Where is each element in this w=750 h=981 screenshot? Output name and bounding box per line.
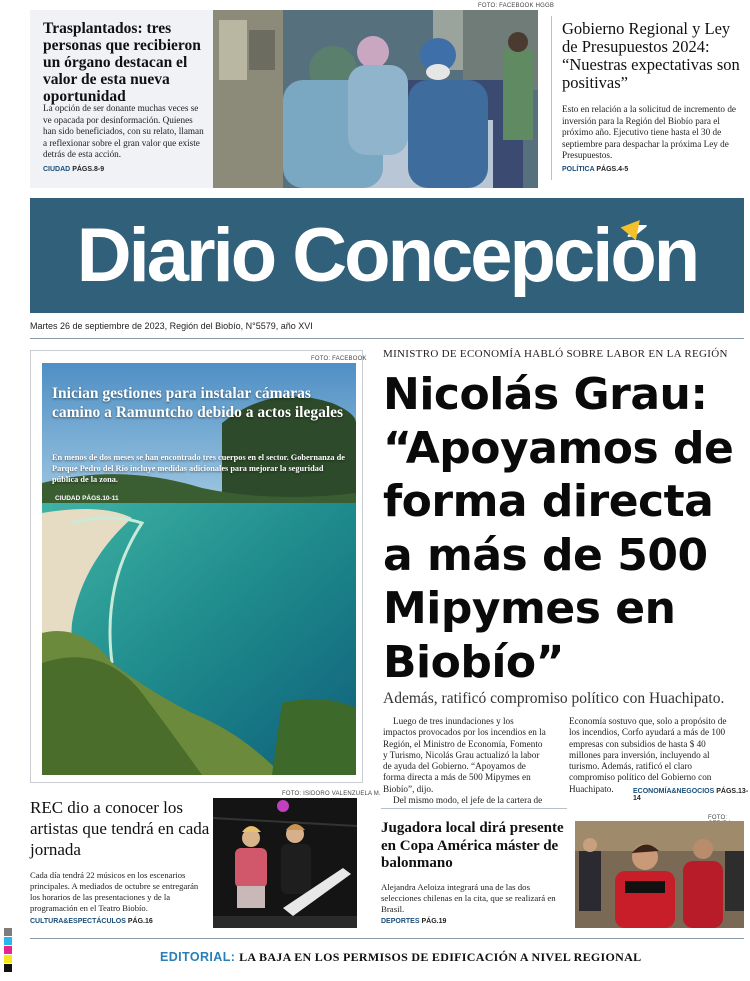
editorial-label: EDITORIAL: — [160, 950, 236, 964]
main-story-pages: PÁGS.13-14 — [633, 788, 749, 802]
surgery-photo-illustration — [213, 10, 538, 188]
registration-swatch — [4, 937, 12, 945]
concert-photo-illustration — [213, 798, 357, 928]
top-left-section-ref[interactable] — [43, 166, 104, 173]
rec-section-ref[interactable] — [30, 918, 153, 925]
registration-swatch — [4, 955, 12, 963]
handball-photo[interactable] — [575, 821, 744, 928]
main-story-column-2 — [569, 716, 735, 795]
rec-section: CULTURA&ESPECTÁCULOS — [30, 918, 126, 925]
headline-line: Mipymes en — [383, 583, 676, 634]
surgery-photo[interactable] — [213, 10, 538, 188]
headline-line: “Apoyamos de — [383, 422, 734, 474]
registration-swatch — [4, 964, 12, 972]
dateline: Martes 26 de septiembre de 2023, Región del Biobío, N°5579, año XVI — [30, 321, 313, 331]
top-left-headline[interactable]: Trasplantados: tres personas que recibieron un órgano destacan el valor de esta nueva oportunidad — [43, 20, 201, 105]
main-story-kicker: MINISTRO DE ECONOMÍA HABLÓ SOBRE LABOR EN LA REGIÓN — [383, 348, 728, 360]
headline-line: forma directa — [383, 476, 714, 527]
rec-photo-credit: FOTO: ISIDORO VALENZUELA M. — [282, 791, 381, 797]
editorial-rule — [30, 938, 744, 939]
main-story-paragraph: Luego de tres inundaciones y los impactos provocados por los incendios en la Región, el Ministro de Economía, Fomento y Turismo, Nicolás Grau actualizó la labor de ayuda del Gobierno. “Apoyamos de forma directa a más de 500 Mipymes en Biobío”, dijo. — [383, 716, 546, 794]
top-right-section: POLÍTICA — [562, 166, 595, 173]
headline-line: a más de 500 — [383, 529, 708, 581]
masthead-title[interactable]: Diario Concepción — [76, 213, 698, 298]
top-right-section-ref[interactable] — [562, 166, 628, 173]
headline-line: Nicolás Grau: — [383, 369, 708, 420]
featured-headline[interactable]: Inician gestiones para instalar cámaras camino a Ramuntcho debido a actos ilegales — [52, 385, 344, 421]
top-left-section: CIUDAD — [43, 166, 71, 173]
jugadora-rule — [381, 808, 567, 809]
rec-pages: PÁG.16 — [127, 918, 153, 925]
top-right-headline[interactable]: Gobierno Regional y Ley de Presupuestos 2024: “Nuestras expectativas son positivas” — [562, 19, 740, 92]
top-right-divider — [551, 16, 552, 180]
main-story-column-1 — [383, 716, 549, 806]
rec-summary: Cada día tendrá 22 músicos en los escenarios principales. A mediados de octubre se entregarán los horarios de las presentaciones y de la programación en el Teatro Biobío. — [30, 870, 199, 913]
dateline-rule — [30, 338, 744, 339]
main-story-headline[interactable] — [383, 368, 745, 689]
featured-pages: PÁGS.10-11 — [82, 495, 119, 502]
featured-section-ref[interactable] — [55, 495, 119, 502]
featured-summary: En menos de dos meses se han encontrado tres cuerpos en el sector. Gobernanza de Parque Pedro del Río incluye medidas adicionales para mejorar la seguridad pública de la zona. — [52, 453, 345, 484]
beach-photo-illustration — [42, 363, 356, 775]
headline-line: Biobío” — [383, 636, 565, 688]
main-story-paragraph: Del mismo modo, el jefe de la cartera de — [393, 795, 543, 806]
featured-photo-credit: FOTO: FACEBOOK — [311, 356, 367, 362]
jugadora-headline[interactable]: Jugadora local dirá presente en Copa América máster de balonmano — [381, 820, 564, 871]
featured-section: CIUDAD — [55, 495, 81, 502]
jugadora-section-ref[interactable] — [381, 918, 446, 925]
beach-photo[interactable] — [42, 363, 356, 775]
main-story-section: ECONOMÍA&NEGOCIOS — [633, 788, 715, 795]
rec-headline[interactable]: REC dio a conocer los artistas que tendrá en cada jornada — [30, 798, 210, 859]
top-photo-credit: FOTO: FACEBOOK HGGB — [478, 3, 555, 9]
main-story-subhead: Además, ratificó compromiso político con Huachipato. — [383, 690, 725, 707]
jugadora-pages: PÁG.19 — [421, 918, 447, 925]
top-left-pages: PÁGS.8-9 — [72, 166, 105, 173]
main-story-section-ref[interactable] — [633, 788, 750, 802]
registration-swatch — [4, 946, 12, 954]
registration-swatch — [4, 928, 12, 936]
jugadora-summary: Alejandra Aeloiza integrará una de las dos selecciones chilenas en la cita, que se realizará en Brasil. — [381, 882, 556, 914]
top-left-summary: La opción de ser donante muchas veces se ve opacada por desinformación. Quienes han sido beneficiados, con su relato, llaman a reflexionar sobre el gran valor que existe detrás de esta acción. — [43, 103, 204, 159]
jugadora-photo-credit: FOTO: — [708, 815, 728, 821]
top-right-summary: Esto en relación a la solicitud de incremento de inversión para la Región del Biobío para el próximo año. Ejecutivo tiene hasta el 30 de septiembre para despachar la próxima Ley de Presupuestos. — [562, 104, 736, 160]
main-story-paragraph: Economía sostuvo que, solo a propósito de los incendios, Corfo ayudará a más de 100 empresas con subsidios de hasta $ 40 millones para inversión, incluyendo al turismo. Además, ratificó el claro compromiso político del Gobierno con Huachipato. — [569, 716, 727, 794]
handball-photo-illustration — [575, 821, 744, 928]
top-right-pages: PÁGS.4-5 — [596, 166, 629, 173]
editorial-title: LA BAJA EN LOS PERMISOS DE EDIFICACIÓN A NIVEL REGIONAL — [239, 950, 642, 964]
editorial-strip[interactable] — [160, 950, 720, 965]
concert-photo[interactable] — [213, 798, 357, 928]
jugadora-section: DEPORTES — [381, 918, 420, 925]
